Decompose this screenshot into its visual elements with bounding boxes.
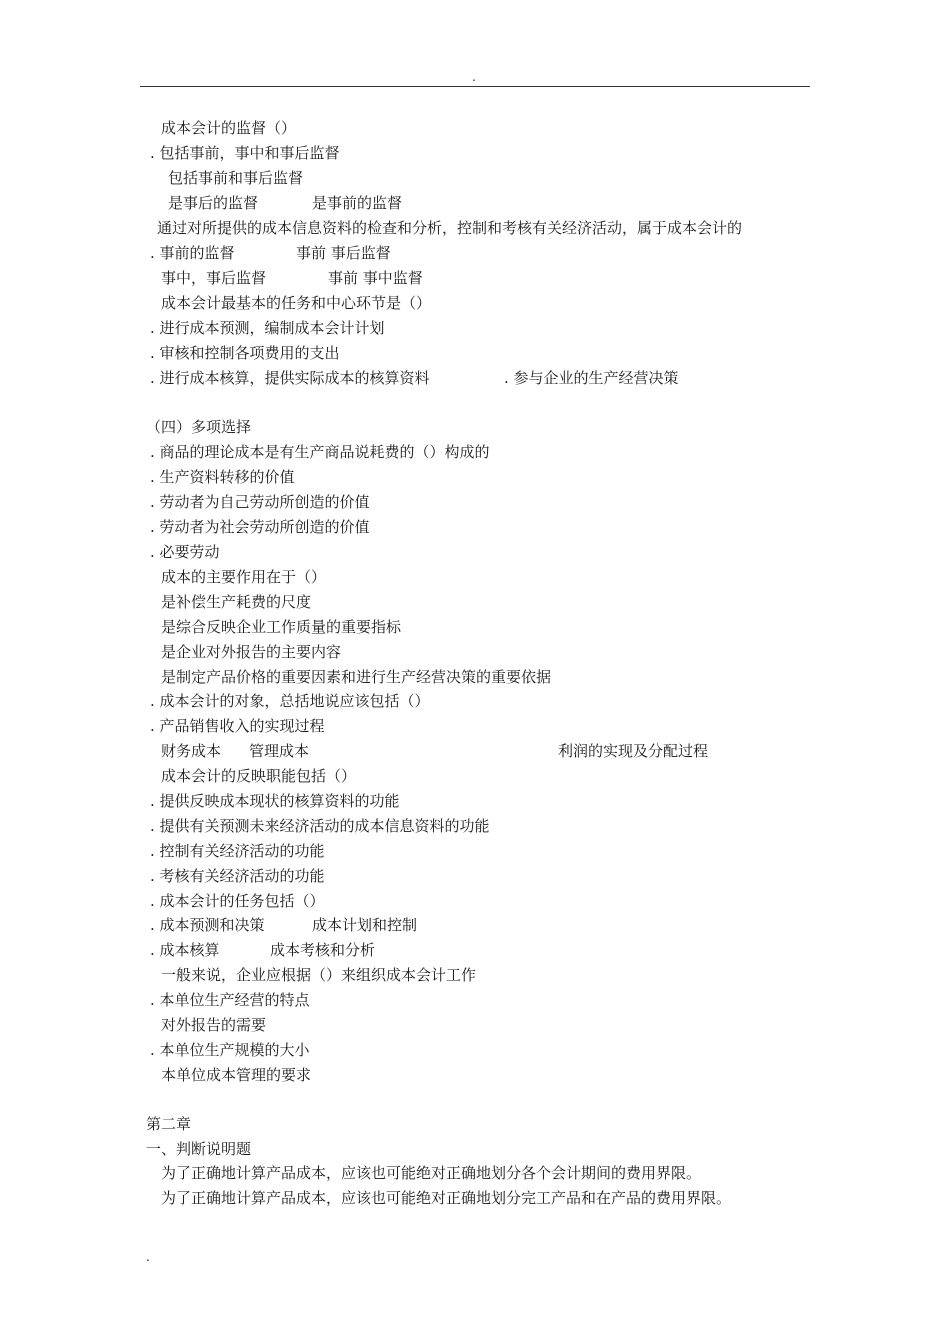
- text-line: 事前 事后监督: [296, 244, 391, 262]
- text-line: 利润的实现及分配过程: [558, 742, 709, 760]
- text-line: 是补偿生产耗费的尺度: [161, 593, 312, 611]
- text-line: . 劳动者为自己劳动所创造的价值: [150, 493, 370, 511]
- text-line: 成本会计的监督（）: [161, 119, 297, 137]
- text-line: 事中，事后监督: [161, 269, 267, 287]
- text-line: . 进行成本预测，编制成本会计计划: [150, 319, 385, 337]
- text-line: . 成本会计的对象，总括地说应该包括（）: [150, 692, 430, 710]
- text-line: 本单位成本管理的要求: [161, 1066, 312, 1084]
- text-line: 为了正确地计算产品成本，应该也可能绝对正确地划分各个会计期间的费用界限。: [161, 1164, 702, 1182]
- text-line: 为了正确地计算产品成本，应该也可能绝对正确地划分完工产品和在产品的费用界限。: [161, 1189, 732, 1207]
- section-heading: 一、判断说明题: [146, 1140, 252, 1158]
- text-line: 成本考核和分析: [270, 941, 376, 959]
- text-line: . 控制有关经济活动的功能: [150, 842, 325, 860]
- text-line: . 提供反映成本现状的核算资料的功能: [150, 792, 400, 810]
- text-line: . 提供有关预测未来经济活动的成本信息资料的功能: [150, 817, 490, 835]
- text-line: . 成本会计的任务包括（）: [150, 892, 325, 910]
- footer-mark: .: [146, 1250, 150, 1264]
- header-rule: [140, 86, 810, 87]
- text-line: 是综合反映企业工作质量的重要指标: [161, 618, 402, 636]
- text-line: 管理成本: [249, 742, 310, 760]
- text-line: 财务成本: [161, 742, 222, 760]
- chapter-heading: 第二章: [146, 1115, 192, 1133]
- text-line: 包括事前和事后监督: [168, 169, 304, 187]
- text-line: 成本会计最基本的任务和中心环节是（）: [161, 294, 432, 312]
- text-line: . 成本核算: [150, 941, 220, 959]
- text-line: 成本的主要作用在于（）: [161, 568, 327, 586]
- text-line: . 参与企业的生产经营决策: [504, 369, 679, 387]
- header-mark: .: [472, 70, 476, 84]
- text-line: . 产品销售收入的实现过程: [150, 717, 325, 735]
- text-line: . 事前的监督: [150, 244, 235, 262]
- text-line: 一般来说，企业应根据（）来组织成本会计工作: [161, 966, 477, 984]
- text-line: . 包括事前，事中和事后监督: [150, 144, 340, 162]
- text-line: 是制定产品价格的重要因素和进行生产经营决策的重要依据: [161, 668, 552, 686]
- text-line: . 生产资料转移的价值: [150, 468, 295, 486]
- text-line: . 商品的理论成本是有生产商品说耗费的（）构成的: [150, 443, 490, 461]
- text-line: 对外报告的需要: [161, 1016, 267, 1034]
- text-line: . 审核和控制各项费用的支出: [150, 344, 340, 362]
- text-line: . 进行成本核算，提供实际成本的核算资料: [150, 369, 430, 387]
- text-line: 通过对所提供的成本信息资料的检查和分析，控制和考核有关经济活动，属于成本会计的: [157, 219, 743, 237]
- text-line: 是企业对外报告的主要内容: [161, 643, 342, 661]
- text-line: . 考核有关经济活动的功能: [150, 867, 325, 885]
- text-line: 是事后的监督: [168, 194, 259, 212]
- text-line: 事前 事中监督: [328, 269, 423, 287]
- text-line: . 劳动者为社会劳动所创造的价值: [150, 518, 370, 536]
- text-line: 是事前的监督: [312, 194, 403, 212]
- text-line: 成本计划和控制: [312, 916, 418, 934]
- text-line: 成本会计的反映职能包括（）: [161, 767, 357, 785]
- text-line: . 必要劳动: [150, 543, 220, 561]
- text-line: . 成本预测和决策: [150, 916, 265, 934]
- text-line: . 本单位生产经营的特点: [150, 991, 310, 1009]
- section-heading: （四）多项选择: [146, 418, 252, 436]
- text-line: . 本单位生产规模的大小: [150, 1041, 310, 1059]
